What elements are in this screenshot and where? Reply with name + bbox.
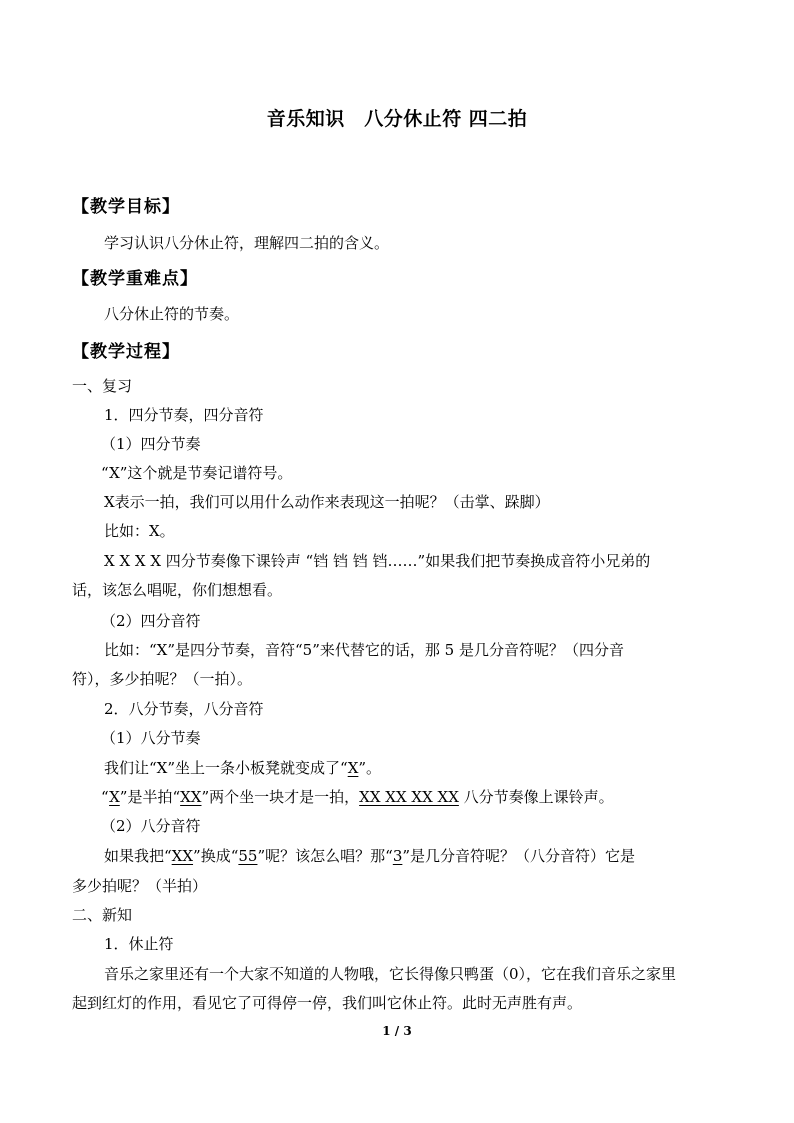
part1-sub3: （1）八分节奏 (101, 729, 201, 747)
paragraph-line: X表示一拍，我们可以用什么动作来表现这一拍呢？（击掌、跺脚） (104, 493, 550, 511)
part1-sub1: （1）四分节奏 (101, 435, 201, 453)
text-run: 八分节奏像上课铃声。 (458, 788, 614, 806)
part1-sub4: （2）八分音符 (101, 817, 201, 835)
text-run: ”是几分音符呢？（八分音符）它是 (402, 847, 636, 865)
paragraph-line: X X X X 四分节奏像下课铃声 “铛 铛 铛 铛……”如果我们把节奏换成音符小兄弟的 (104, 552, 651, 570)
underlined-rhythm: 55 (238, 847, 258, 865)
paragraph-line: 比如：“X”是四分节奏，音符“5”来代替它的话，那 5 是几分音符呢？（四分音 (104, 641, 624, 659)
paragraph-line: 符），多少拍呢？（一拍）。 (72, 670, 253, 688)
text-run: ”呢？该怎么唱？那“ (257, 847, 393, 865)
paragraph-line (104, 758, 381, 778)
section-heading-difficulty: 【教学重难点】 (72, 269, 198, 289)
paragraph-line (104, 846, 635, 866)
text-run: ”换成“ (193, 847, 239, 865)
underlined-rhythm: 3 (392, 847, 403, 865)
text-run: ”。 (358, 759, 382, 777)
paragraph-line: 音乐之家里还有一个大家不知道的人物哦，它长得像只鸭蛋（0），它在我们音乐之家里 (104, 965, 677, 983)
part2-item1: 1．休止符 (104, 935, 174, 953)
paragraph-line: 话，该怎么唱呢，你们想想看。 (72, 581, 283, 599)
underlined-rhythm: XX (180, 788, 202, 806)
underlined-rhythm: XX (171, 847, 194, 865)
part2-title: 二、新知 (72, 906, 133, 924)
paragraph-line: 起到红灯的作用，看见它了可得停一停，我们叫它休止符。此时无声胜有声。 (72, 994, 583, 1012)
part1-title: 一、复习 (72, 377, 133, 395)
text-run: 我们让“X”坐上一条小板凳就变成了“ (104, 759, 348, 777)
page-title: 音乐知识 八分休止符 四二拍 (266, 108, 528, 130)
section-heading-goal: 【教学目标】 (72, 197, 180, 217)
text-run: ”两个坐一块才是一拍， (201, 788, 360, 806)
underlined-rhythm: XX XX XX XX (359, 788, 459, 806)
page-number: 1 / 3 (382, 1024, 412, 1038)
text-run: 如果我把“ (104, 847, 172, 865)
text-run: “ (101, 788, 110, 806)
paragraph-line: 比如：X。 (104, 522, 175, 540)
part1-item2: 2．八分节奏，八分音符 (104, 700, 264, 718)
goal-text: 学习认识八分休止符，理解四二拍的含义。 (104, 234, 390, 252)
section-heading-process: 【教学过程】 (72, 342, 180, 362)
paragraph-line: “X”这个就是节奏记谱符号。 (101, 464, 293, 482)
part1-sub2: （2）四分音符 (101, 612, 201, 630)
paragraph-line: 多少拍呢？（半拍） (72, 877, 208, 895)
text-run: ”是半拍“ (119, 788, 181, 806)
underlined-rhythm: X (109, 788, 120, 806)
part1-item1: 1．四分节奏，四分音符 (104, 406, 264, 424)
difficulty-text: 八分休止符的节奏。 (104, 305, 240, 323)
paragraph-line (101, 787, 614, 807)
underlined-rhythm: X (347, 759, 359, 777)
